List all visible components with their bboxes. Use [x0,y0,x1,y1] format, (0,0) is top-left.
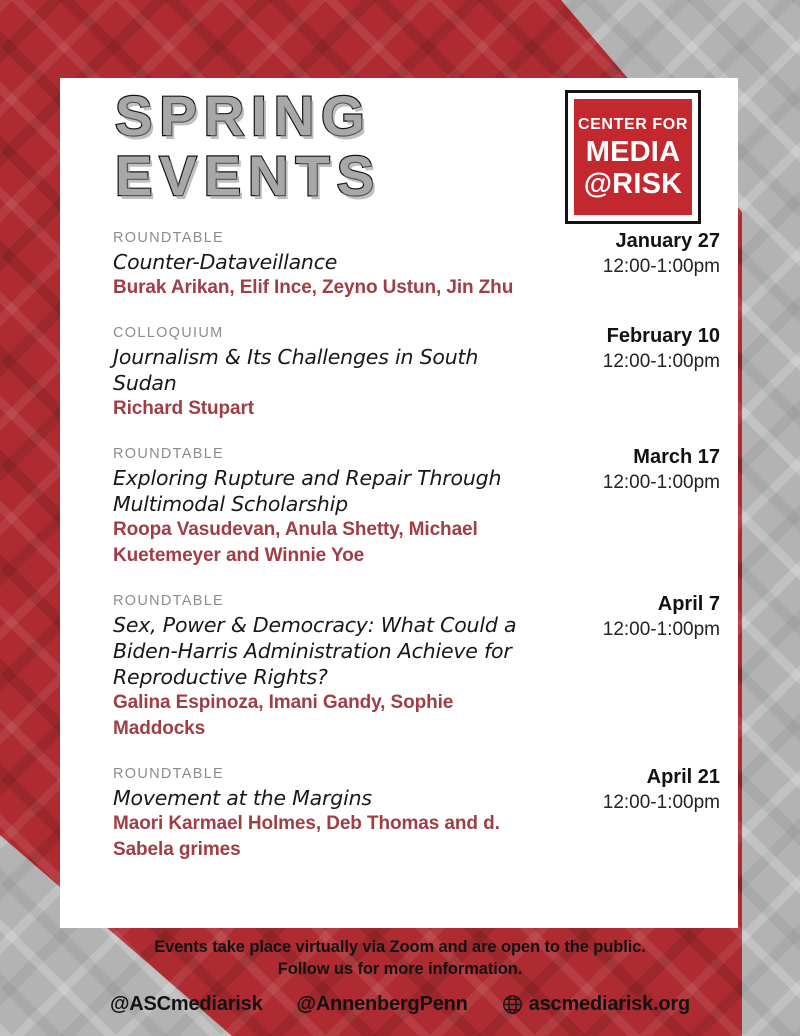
event-title: Movement at the Margins [113,786,372,810]
event-date: March 17 [633,446,720,468]
footer-social-handles [0,993,800,1016]
event-item [60,591,738,742]
event-category: ROUNDTABLE [113,446,225,462]
logo-line-media: MEDIA [585,135,681,168]
event-date: January 27 [615,230,720,252]
event-schedule [505,323,720,375]
content-card [60,78,738,928]
event-schedule [505,444,720,496]
event-speakers: Galina Espinoza, Imani Gandy, Sophie Maddocks [113,692,454,739]
event-schedule [505,591,720,643]
event-details [113,323,543,422]
event-details [113,591,543,742]
center-for-media-at-risk-logo [565,90,701,224]
poster-footer [0,936,800,1016]
event-speakers: Richard Stupart [113,398,255,419]
event-time: 12:00-1:00pm [602,792,720,813]
poster-header [60,78,738,228]
event-date: April 21 [646,766,720,788]
website-link[interactable] [502,993,690,1016]
page-title-line2: EVENTS [115,144,382,207]
website-label: ascmediarisk.org [528,993,691,1015]
event-category: ROUNDTABLE [113,593,225,609]
event-schedule [505,764,720,816]
event-date: February 10 [606,325,720,347]
event-category: COLLOQUIUM [113,325,224,341]
event-schedule [505,228,720,280]
globe-icon [502,994,523,1015]
logo-inner [574,99,692,215]
logo-line-center-for: CENTER FOR [578,115,688,133]
event-title: Journalism & Its Challenges in South Sudan [113,345,479,395]
event-item [60,323,738,422]
event-title: Sex, Power & Democracy: What Could a Biden-Harris Administration Achieve for Reproductive Rights? [113,613,517,689]
page-title [115,86,381,206]
event-item [60,764,738,863]
event-title: Counter-Dataveillance [113,250,338,274]
event-list [60,228,738,863]
event-time: 12:00-1:00pm [602,256,720,277]
footer-note-line1: Events take place virtually via Zoom and are open to the public. [154,938,646,956]
event-details [113,228,543,301]
event-category: ROUNDTABLE [113,230,225,246]
annenberg-handle[interactable]: @AnnenbergPenn [296,993,468,1015]
event-time: 12:00-1:00pm [602,472,720,493]
event-speakers: Maori Karmael Holmes, Deb Thomas and d. Sabela grimes [113,813,500,860]
event-title: Exploring Rupture and Repair Through Multimodal Scholarship [113,466,502,516]
footer-note-line2: Follow us for more information. [277,960,523,978]
event-category: ROUNDTABLE [113,766,225,782]
event-details [113,444,543,569]
event-item [60,444,738,569]
page-title-line1: SPRING [115,84,372,147]
event-time: 12:00-1:00pm [602,351,720,372]
event-details [113,764,543,863]
event-speakers: Roopa Vasudevan, Anula Shetty, Michael Kuetemeyer and Winnie Yoe [113,519,478,566]
event-item [60,228,738,301]
event-speakers: Burak Arikan, Elif Ince, Zeyno Ustun, Jin Zhu [113,277,514,298]
event-date: April 7 [657,593,720,615]
event-time: 12:00-1:00pm [602,619,720,640]
logo-line-at-risk: @RISK [583,167,683,200]
twitter-handle[interactable]: @ASCmediarisk [109,993,263,1015]
